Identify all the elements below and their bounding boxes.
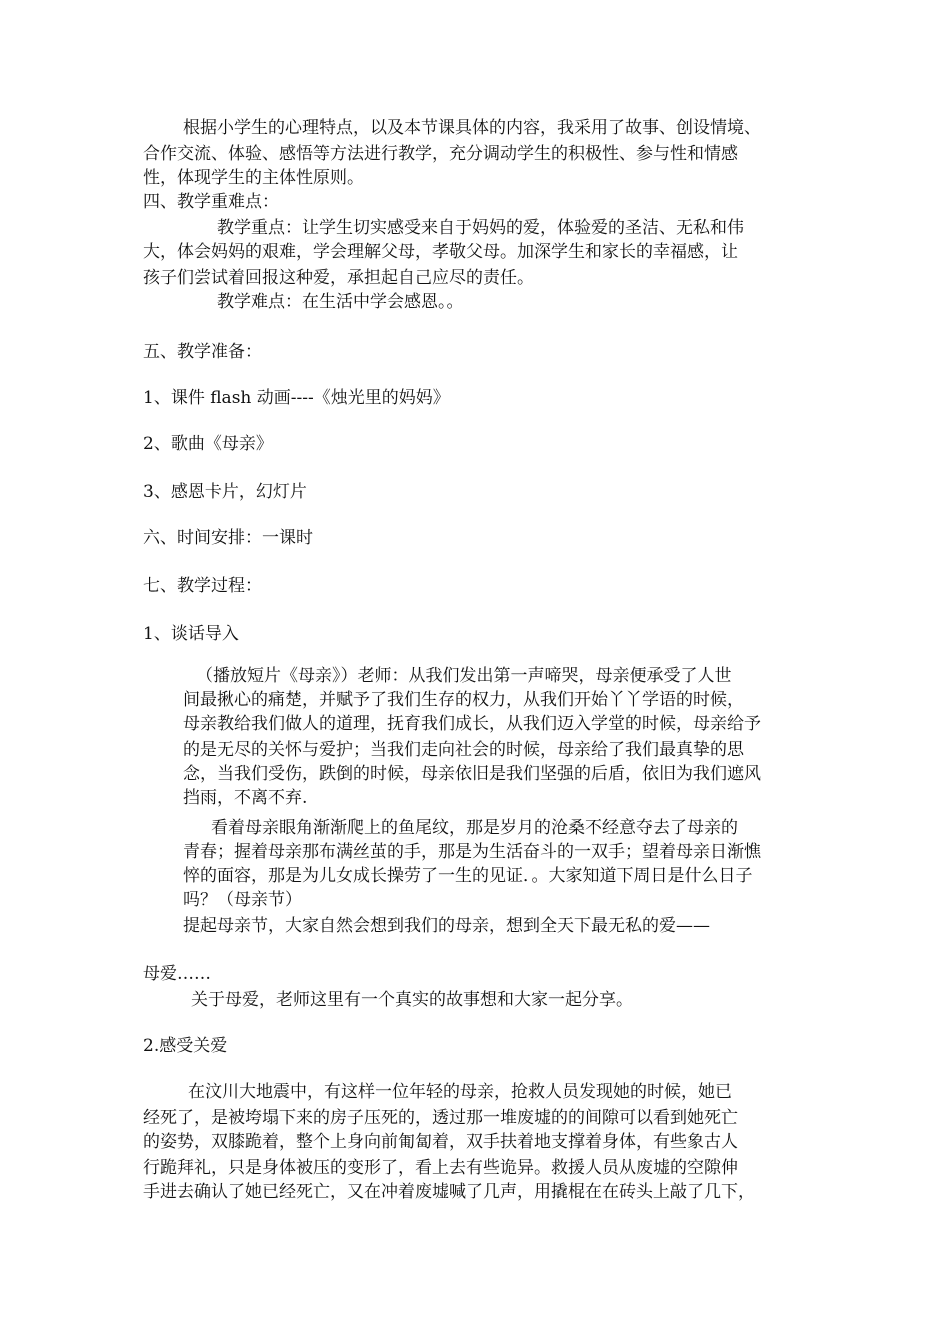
step1-para1-line-6: 挡雨，不离不弃. — [183, 788, 308, 808]
prep-item-1: 1、课件 flash 动画----《烛光里的妈妈》 — [143, 388, 450, 408]
story-line-1: 在汶川大地震中，有这样一位年轻的母亲，抢救人员发现她的时候，她已 — [188, 1082, 732, 1102]
section7-heading: 七、教学过程： — [143, 576, 262, 596]
step1-para1-line-5: 念，当我们受伤，跌倒的时候，母亲依旧是我们坚强的后盾，依旧为我们遮风 — [183, 764, 761, 784]
story-line-2: 经死了，是被垮塌下来的房子压死的，透过那一堆废墟的的间隙可以看到她死亡 — [143, 1108, 738, 1128]
step1-para2-line-1: 看着母亲眼角渐渐爬上的鱼尾纹，那是岁月的沧桑不经意夺去了母亲的 — [211, 818, 738, 838]
section5-heading: 五、教学准备： — [143, 342, 262, 362]
share-line: 关于母爱，老师这里有一个真实的故事想和大家一起分享。 — [191, 990, 633, 1010]
step1-para1-line-3: 母亲教给我们做人的道理，抚育我们成长，从我们迈入学堂的时候，母亲给予 — [183, 714, 761, 734]
step1-heading: 1、谈话导入 — [143, 624, 239, 644]
section6-heading: 六、时间安排：一课时 — [143, 528, 313, 548]
intro-line-2: 合作交流、体验、感悟等方法进行教学，充分调动学生的积极性、参与性和情感 — [143, 144, 738, 164]
step2-heading: 2.感受关爱 — [143, 1036, 228, 1056]
intro-line-3: 性，体现学生的主体性原则。 — [143, 168, 364, 188]
section4-heading: 四、教学重难点： — [143, 192, 279, 212]
prep-item-2: 2、歌曲《母亲》 — [143, 434, 273, 454]
key-point-line-1: 教学重点：让学生切实感受来自于妈妈的爱，体验爱的圣洁、无私和伟 — [217, 218, 744, 238]
prep-item-3: 3、感恩卡片，幻灯片 — [143, 482, 307, 502]
story-line-4: 行跪拜礼，只是身体被压的变形了，看上去有些诡异。救援人员从废墟的空隙伸 — [143, 1158, 738, 1178]
step1-para1-line-2: 间最揪心的痛楚，并赋予了我们生存的权力，从我们开始丫丫学语的时候， — [183, 690, 744, 710]
step1-para2-line-3: 悴的面容，那是为儿女成长操劳了一生的见证．。大家知道下周日是什么日子 — [183, 866, 753, 886]
step1-para2-line-2: 青春；握着母亲那布满丝茧的手，那是为生活奋斗的一双手；望着母亲日渐憔 — [183, 842, 761, 862]
step1-para2-line-4: 吗？（母亲节） — [183, 890, 302, 910]
step1-para1-line-1: （播放短片《母亲》）老师：从我们发出第一声啼哭，母亲便承受了人世 — [196, 666, 732, 686]
intro-line-1: 根据小学生的心理特点，以及本节课具体的内容，我采用了故事、创设情境、 — [183, 118, 761, 138]
key-point-line-3: 孩子们尝试着回报这种爱，承担起自己应尽的责任。 — [143, 268, 534, 288]
mother-love: 母爱…… — [143, 964, 211, 984]
step1-para2-line-5: 提起母亲节，大家自然会想到我们的母亲，想到全天下最无私的爱—— — [183, 916, 710, 936]
step1-para1-line-4: 的是无尽的关怀与爱护；当我们走向社会的时候，母亲给了我们最真挚的思 — [183, 740, 744, 760]
difficult-point: 教学难点：在生活中学会感恩。。 — [217, 292, 464, 312]
story-line-3: 的姿势，双膝跪着，整个上身向前匍匐着，双手扶着地支撑着身体，有些象古人 — [143, 1132, 738, 1152]
key-point-line-2: 大，体会妈妈的艰难，学会理解父母，孝敬父母。加深学生和家长的幸福感，让 — [143, 242, 738, 262]
story-line-5: 手进去确认了她已经死亡，又在冲着废墟喊了几声，用撬棍在在砖头上敲了几下， — [143, 1182, 755, 1202]
